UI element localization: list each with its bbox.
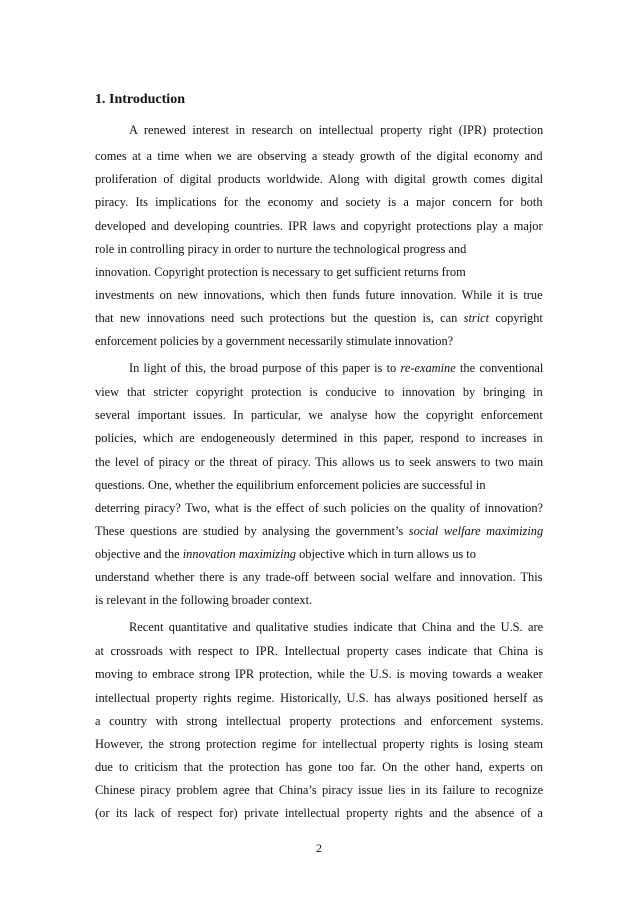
text-line <box>129 360 543 376</box>
text-line <box>95 736 543 752</box>
text-span: In light of this, the broad purpose of this paper is to <box>129 361 401 375</box>
text-span: moving to embrace strong IPR protection, while the U.S. is moving towards a weaker <box>95 667 543 681</box>
page-number: 2 <box>316 841 322 855</box>
text-span: A renewed interest in research on intellectual property right (IPR) protection <box>129 123 544 137</box>
text-line <box>95 592 312 608</box>
text-span: policies, which are endogeneously determined in this paper, respond to increases in <box>95 431 543 445</box>
text-line <box>95 264 466 280</box>
text-line <box>95 287 543 303</box>
text-line <box>95 310 543 326</box>
text-span: deterring piracy? Two, what is the effect of such policies on the quality of innovation? <box>95 501 544 515</box>
text-span: enforcement policies by a government necessarily stimulate innovation? <box>95 334 454 348</box>
text-line <box>95 477 486 493</box>
text-line <box>95 430 543 446</box>
text-span: objective and the <box>95 547 183 561</box>
text-span: at crossroads with respect to IPR. Intellectual property cases indicate that China is <box>95 644 544 658</box>
text-span: proliferation of digital products worldwide. Along with digital growth comes digital <box>95 172 544 186</box>
text-line <box>95 241 466 257</box>
text-span: intellectual property rights regime. Historically, U.S. has always positioned herself as <box>95 691 544 705</box>
text-line <box>95 805 543 821</box>
text-line <box>95 690 543 706</box>
text-span: questions. One, whether the equilibrium enforcement policies are successful in <box>95 478 486 492</box>
text-line <box>95 666 543 682</box>
text-span: Recent quantitative and qualitative studies indicate that China and the U.S. are <box>129 620 544 634</box>
text-line <box>95 546 476 562</box>
text-span: objective which in turn allows us to <box>295 547 476 561</box>
text-span: innovation. Copyright protection is necessary to get sufficient returns from <box>95 265 466 279</box>
text-line <box>95 148 543 164</box>
text-line <box>95 333 453 349</box>
text-line <box>129 122 543 138</box>
text-span: piracy. Its implications for the economy and society is a major concern for both <box>95 195 543 209</box>
text-line <box>95 569 543 585</box>
text-line <box>95 643 543 659</box>
text-line <box>95 194 543 210</box>
text-line <box>95 454 543 470</box>
text-span: comes at a time when we are observing a steady growth of the digital economy and <box>95 149 543 163</box>
text-line <box>95 759 543 775</box>
text-span: the conventional <box>455 361 544 375</box>
text-line <box>95 782 543 798</box>
text-span: several important issues. In particular, we analyse how the copyright enforcement <box>95 408 543 422</box>
italic-text: social welfare maximizing <box>408 524 544 538</box>
text-line <box>95 713 543 729</box>
text-line <box>95 523 543 539</box>
text-span: These questions are studied by analysing the government’s <box>95 524 409 538</box>
text-span: that new innovations need such protections but the question is, can <box>95 311 464 325</box>
text-span: copyright <box>489 311 543 325</box>
section-heading: 1. Introduction <box>95 92 185 107</box>
text-span: However, the strong protection regime for intellectual property rights is losing steam <box>95 737 543 751</box>
text-span: investments on new innovations, which then funds future innovation. While it is true <box>95 288 543 302</box>
italic-text: strict <box>463 311 490 325</box>
text-span: Chinese piracy problem agree that China’s piracy issue lies in its failure to recognize <box>95 783 544 797</box>
text-span: view that stricter copyright protection is conducive to innovation by bringing in <box>95 385 543 399</box>
text-line <box>95 171 543 187</box>
text-span: understand whether there is any trade-off between social welfare and innovation. This <box>95 570 543 584</box>
text-span: the level of piracy or the threat of piracy. This allows us to seek answers to two main <box>95 455 544 469</box>
text-line <box>95 500 543 516</box>
italic-text: innovation maximizing <box>182 547 296 561</box>
text-span: role in controlling piracy in order to nurture the technological progress and <box>95 242 467 256</box>
text-span: due to criticism that the protection has gone too far. On the other hand, experts on <box>95 760 543 774</box>
text-span: developed and developing countries. IPR laws and copyright protections play a major <box>95 219 543 233</box>
italic-text: re-examine <box>400 361 456 375</box>
text-span: a country with strong intellectual property protections and enforcement systems. <box>95 714 544 728</box>
text-line <box>95 407 543 423</box>
text-line <box>95 218 543 234</box>
text-span: (or its lack of respect for) private intellectual property rights and the absence of a <box>95 806 543 820</box>
text-span: is relevant in the following broader context. <box>95 593 313 607</box>
text-line <box>129 619 543 635</box>
text-line <box>95 384 543 400</box>
